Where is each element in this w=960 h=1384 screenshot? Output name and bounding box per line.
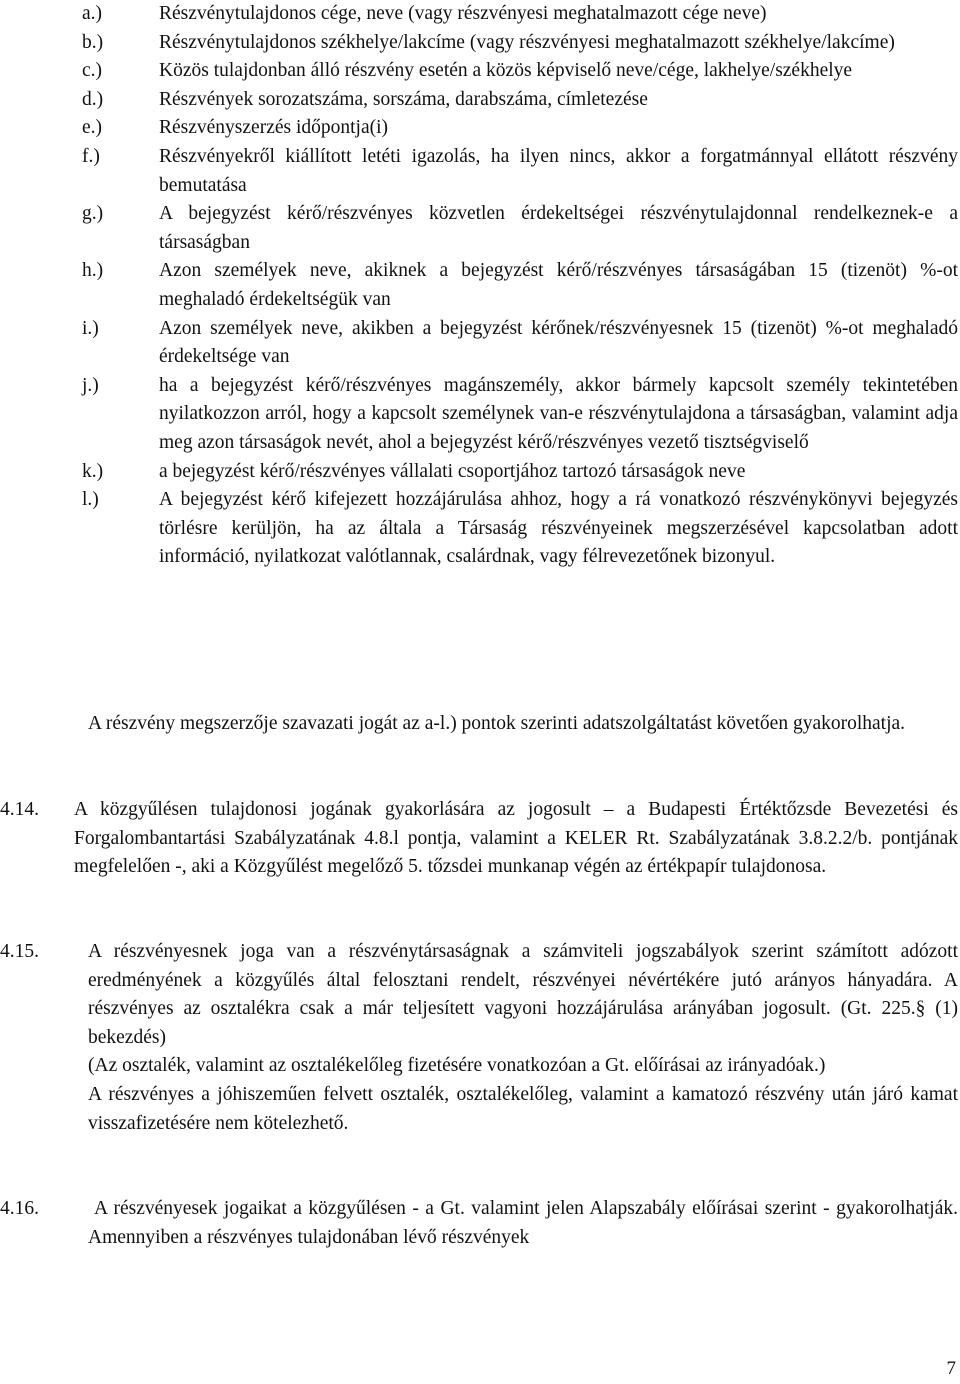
shareholder-data-list [82, 0, 958, 572]
section-body [88, 938, 958, 1138]
list-item-label: f.) [82, 145, 100, 167]
list-item [82, 315, 958, 372]
list-item-label: k.) [82, 460, 104, 482]
list-item-text: ha a bejegyzést kérő/részvényes magánszemély, akkor bármely kapcsolt személy tekintetében nyilatkozzon arról, hogy a kapcsolt személynek van-e részvénytulajdona a társaságban, valamint adja meg azon társaságok nevét, ahol a bejegyzést kérő/részvényes vezető tisztségviselő [159, 374, 958, 453]
list-item-label: g.) [82, 203, 104, 225]
list-item-label: h.) [82, 260, 104, 282]
section-body [88, 1195, 958, 1252]
list-item-label: b.) [82, 31, 104, 53]
list-item [82, 114, 958, 143]
list-item-label: a.) [82, 3, 103, 24]
closing-paragraph: A részvény megszerzője szavazati jogát az a-l.) pontok szerinti adatszolgáltatást követően gyakorolhatja. [88, 713, 906, 734]
section-number: 4.16. [0, 1198, 39, 1219]
list-item-label: e.) [82, 117, 103, 139]
list-item-text: A bejegyzést kérő/részvényes közvetlen érdekeltségei részvénytulajdonnal rendelkeznek-e a társaságban [159, 203, 958, 253]
list-item-text: a bejegyzést kérő/részvényes vállalati csoportjához tartozó társaságok neve [159, 460, 746, 482]
page-number: 7 [946, 1358, 956, 1379]
section-body [74, 796, 958, 882]
list-item-text: A bejegyzést kérő kifejezett hozzájárulása ahhoz, hogy a rá vonatkozó részvénykönyvi bejegyzés törlésre kerüljön, ha az általa a Társaság részvényeinek megszerzésével kapcsolatban adott információ, nyilatkozat valótlannak, csalárdnak, vagy félrevezetőnek bizonyul. [159, 489, 958, 568]
list-item-text: Közös tulajdonban álló részvény esetén a közös képviselő neve/cége, lakhelye/székhelye [159, 60, 853, 82]
list-item-text: Azon személyek neve, akikben a bejegyzést kérőnek/részvényesnek 15 (tizenöt) %-ot meghaladó érdekeltsége van [159, 317, 958, 368]
list-item [82, 257, 958, 314]
list-item [82, 86, 958, 115]
list-item-label: c.) [82, 60, 103, 82]
list-item [82, 486, 958, 572]
section-paragraph: (Az osztalék, valamint az osztalékelőleg fizetésére vonatkozóan a Gt. előírásai az irányadóak.) [88, 1055, 826, 1077]
list-item [82, 372, 958, 458]
section-number: 4.14. [0, 799, 39, 820]
section-4-16 [0, 1195, 958, 1252]
list-item [82, 0, 958, 29]
section-paragraph: A részvényesnek joga van a részvénytársaságnak a számviteli jogszabályok szerint számított adózott eredményének a közgyűlés által felosztani rendelt, részvényei névértékére jutó arányos hányadára. A részvényes az osztalékra csak a már teljesített vagyoni hozzájárulása arányában jogosult. (Gt. 225.§ (1) bekezdés) [88, 941, 958, 1048]
section-paragraph: A közgyűlésen tulajdonosi jogának gyakorlására az jogosult – a Budapesti Értéktőzsde Bevezetési és Forgalombantartási Szabályzatának 4.8.l pontja, valamint a KELER Rt. Szabályzatának 3.8.2.2/b. pontjának megfelelően -, aki a Közgyűlést megelőző 5. tőzsdei munkanap végén az értékpapír tulajdonosa. [74, 799, 958, 878]
list-item-label: d.) [82, 88, 104, 110]
section-number: 4.15. [0, 941, 39, 962]
list-item-text: Részvényekről kiállított letéti igazolás, ha ilyen nincs, akkor a forgatmánnyal ellátott részvény bemutatása [159, 145, 958, 196]
section-4-14 [0, 796, 958, 882]
section-paragraph: A részvényesek jogaikat a közgyűlésen - a Gt. valamint jelen Alapszabály előírásai szerint - gyakorolhatják. Amennyiben a részvényes tulajdonában lévő részvények [88, 1198, 958, 1248]
list-item [82, 458, 958, 487]
list-item-text: Részvénytulajdonos cége, neve (vagy részvényesi meghatalmazott cége neve) [159, 3, 767, 24]
list-item [82, 57, 958, 86]
section-4-15 [0, 938, 958, 1138]
list-item-label: l.) [82, 489, 99, 511]
list-item-label: j.) [82, 374, 99, 396]
list-item-label: i.) [82, 317, 99, 339]
list-item-text: Részvények sorozatszáma, sorszáma, darabszáma, címletezése [159, 88, 648, 110]
section-paragraph: A részvényes a jóhiszeműen felvett osztalék, osztalékelőleg, valamint a kamatozó részvény után járó kamat visszafizetésére nem kötelezhető. [88, 1083, 958, 1134]
list-item-text: Azon személyek neve, akiknek a bejegyzést kérő/részvényes társaságában 15 (tizenöt) %-ot meghaladó érdekeltségük van [159, 260, 958, 310]
list-item [82, 143, 958, 200]
list-item [82, 200, 958, 257]
list-item-text: Részvénytulajdonos székhelye/lakcíme (vagy részvényesi meghatalmazott székhelye/lakcíme) [159, 31, 895, 53]
list-item [82, 29, 958, 58]
list-item-text: Részvényszerzés időpontja(i) [159, 117, 389, 139]
